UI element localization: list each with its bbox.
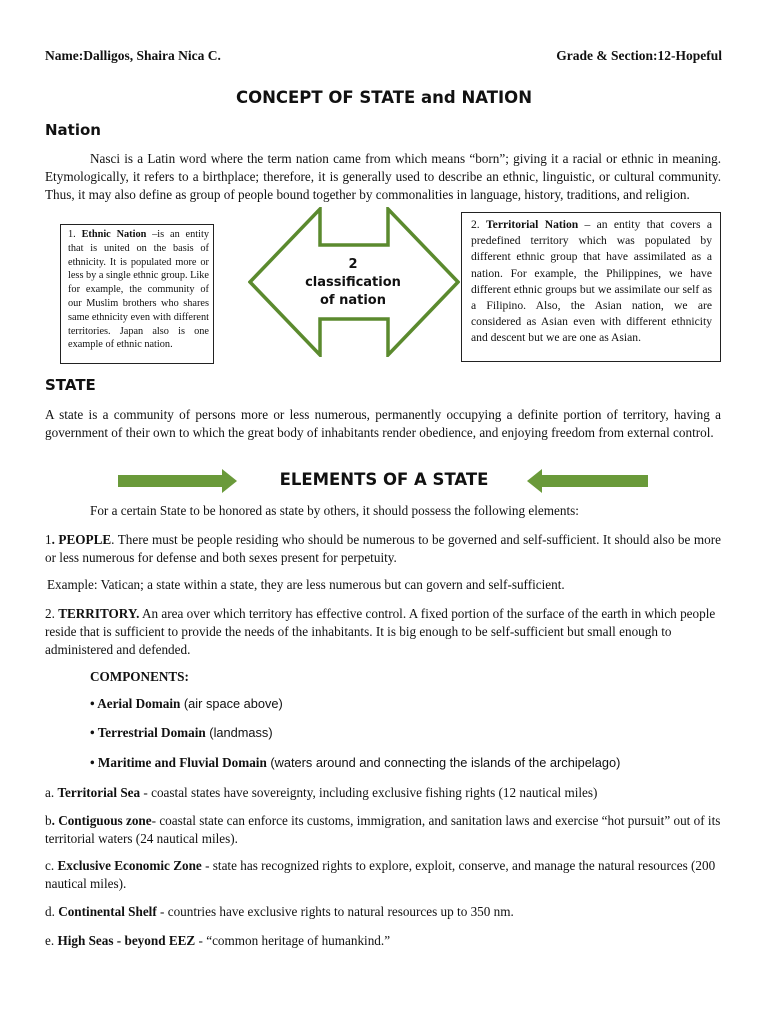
territorial-term: Territorial Nation [486, 218, 579, 231]
classification-line-2: classification [305, 275, 401, 290]
state-heading: STATE [45, 376, 96, 394]
elements-intro: For a certain State to be honored as state by others, it should possess the following elements: [90, 503, 579, 518]
component-maritime [90, 755, 620, 771]
item-letter: b [45, 813, 52, 828]
item-term: High Seas - beyond EEZ [57, 933, 196, 948]
zone-item-continental-shelf [45, 903, 721, 921]
zone-item-territorial-sea [45, 784, 721, 802]
zone-item-eez [45, 857, 721, 893]
student-name [45, 48, 221, 64]
page-title: CONCEPT OF STATE and NATION [235, 88, 533, 107]
people-num: 1 [45, 532, 52, 547]
component-desc: (landmass) [205, 725, 273, 740]
item-term: . Contiguous zone [51, 813, 152, 828]
bullet-icon: • [90, 725, 98, 740]
grade-value: 12-Hopeful [657, 48, 722, 63]
component-term: Maritime and Fluvial Domain [97, 755, 267, 770]
zone-item-high-seas [45, 932, 721, 950]
people-text: . There must be people residing who should be numerous to be governed and self-sufficient. It should also be more or less numerous for defense and both sexes present for perpetuity. [45, 532, 721, 565]
item-text: - state has recognized rights to explore, exploit, conserve, and manage the natural resources (200 nautical miles). [45, 858, 716, 891]
elements-heading: ELEMENTS OF A STATE [279, 470, 489, 489]
bullet-icon: • [90, 696, 98, 711]
component-desc: (air space above) [180, 696, 283, 711]
ethnic-text: –is an entity that is united on the basis of ethnicity. It is populated more or less by a single ethnic group. Like for example, the community of our Muslim brothers who shares same ethnicity even with different territories. Japan also is one example of ethnic nation. [68, 229, 209, 351]
nation-paragraph: Nasci is a Latin word where the term nation came from which means “born”; giving it a racial or ethnic in meaning. Etymologically, it refers to a birthplace; therefore, it is generally used to describe an ethnic, linguistic, or cultural community. Thus, it may also define as group of people bound together by commonalities in language, history, traditions, and religion. [45, 151, 721, 202]
grade-label: Grade & Section: [556, 48, 658, 63]
territorial-prefix: 2. [471, 218, 487, 231]
territorial-text: – an entity that covers a predefined territory which was populated by different ethnic group that have assimilated as a nation. For example, the Philippines, we have different ethnic groups but we assimilate our self as a Filipino. Also, the Asian nation, we are considered as Asian even with different ethnicity and descent but we are one as Asian. [471, 218, 713, 345]
item-letter: c. [45, 858, 58, 873]
name-label: Name: [45, 48, 84, 63]
territorial-nation-box [461, 212, 721, 362]
item-term: Territorial Sea [57, 785, 141, 800]
name-value: Dalligos, Shaira Nica C. [83, 48, 221, 63]
item-letter: a. [45, 785, 58, 800]
components-label: COMPONENTS: [90, 669, 189, 684]
item-letter: e. [45, 933, 58, 948]
classification-label [294, 256, 412, 310]
territory-num: 2. [45, 606, 59, 621]
territory-text: An area over which territory has effective control. A fixed portion of the surface of the earth in which people reside that is sufficient to provide the needs of the inhabitants. It is big enough to be self-sufficient but small enough to administered and defended. [45, 606, 716, 657]
state-paragraph: A state is a community of persons more or less numerous, permanently occupying a definite portion of territory, having a government of their own to which the great body of inhabitants render obedience, and enjoying freedom from external control. [45, 407, 721, 440]
item-text: - “common heritage of humankind.” [195, 933, 391, 948]
nation-heading: Nation [45, 121, 101, 139]
classification-line-1: 2 [348, 257, 358, 272]
component-term: Terrestrial Domain [97, 725, 206, 740]
example-line: Example: Vatican; a state within a state, they are less numerous but can govern and self-sufficient. [47, 577, 565, 592]
component-aerial [90, 696, 283, 712]
territory-term: TERRITORY. [58, 606, 140, 621]
item-text: - coastal state can enforce its customs, immigration, and sanitation laws and exercise “hot pursuit” out of its territorial waters (24 nautical miles). [45, 813, 721, 846]
left-arrow-icon [527, 469, 649, 493]
bullet-icon: • [90, 755, 98, 770]
zone-item-contiguous-zone [45, 812, 721, 848]
ethnic-term: Ethnic Nation [81, 229, 147, 240]
item-letter: d. [45, 904, 59, 919]
grade-section [556, 48, 722, 64]
ethnic-nation-box [60, 224, 214, 364]
component-term: Aerial Domain [97, 696, 181, 711]
component-terrestrial [90, 725, 273, 741]
component-desc: (waters around and connecting the islands of the archipelago) [266, 755, 621, 770]
people-term: . PEOPLE [51, 532, 112, 547]
territory-paragraph [45, 605, 721, 659]
item-text: - countries have exclusive rights to natural resources up to 350 nm. [156, 904, 514, 919]
item-term: Continental Shelf [58, 904, 157, 919]
classification-line-3: of nation [320, 293, 386, 308]
item-term: Exclusive Economic Zone [57, 858, 202, 873]
people-paragraph [45, 531, 721, 567]
item-text: - coastal states have sovereignty, including exclusive fishing rights (12 nautical miles) [140, 785, 598, 800]
ethnic-prefix: 1. [68, 229, 82, 240]
